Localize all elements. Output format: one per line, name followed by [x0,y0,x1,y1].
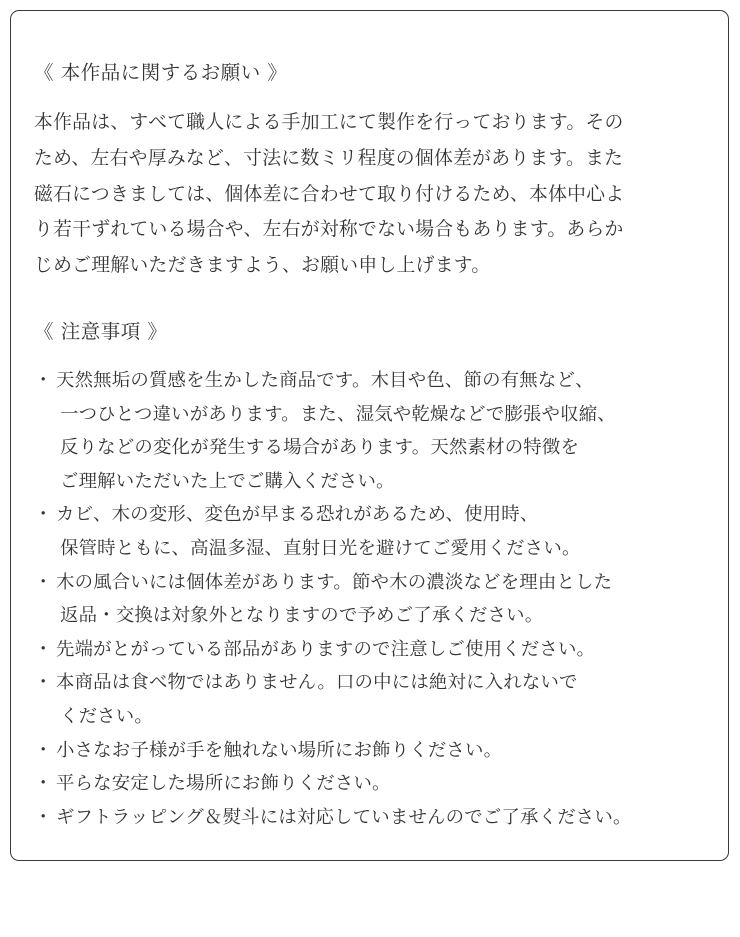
bullet-mark: ・ [34,739,53,761]
note-line: 保管時ともに、高温多湿、直射日光を避けてご愛用ください。 [60,537,581,559]
bullet-mark: ・ [34,571,53,593]
note-line [34,801,739,835]
note-item [34,767,739,801]
bullet-mark: ・ [34,672,53,694]
note-text: 小さなお子様が手を触れない場所にお飾りください。 [56,739,503,761]
notes-list [34,364,739,834]
bullet-mark: ・ [34,638,53,660]
note-line [34,666,739,700]
note-item [34,734,739,768]
note-line: ご理解いただいた上でご購入ください。 [60,470,395,492]
paragraph-line: 本作品は、すべて職人による手加工にて製作を行っております。その [34,112,624,133]
note-line [34,633,739,667]
paragraph-line: じめご理解いただきますよう、お願い申し上げます。 [34,255,491,277]
bullet-mark: ・ [34,773,53,795]
bullet-mark: ・ [34,370,53,391]
note-line [34,767,739,801]
notice-card [10,10,729,861]
paragraph-line: り若干ずれている場合や、左右が対称でない場合もあります。あらか [34,219,624,241]
note-text: 木の風合いには個体差があります。節や木の濃淡などを理由とした [56,571,613,593]
note-item [34,364,739,498]
note-line [34,364,739,398]
note-line: 反りなどの変化が発生する場合があります。天然素材の特徴を [60,437,580,459]
note-line: ください。 [60,705,153,727]
note-line [34,566,739,600]
note-text: ギフトラッピング＆熨斗には対応していませんのでご了承ください。 [56,806,632,828]
paragraph-line: ため、左右や厚みなど、寸法に数ミリ程度の個体差があります。また [34,147,624,169]
note-item [34,801,739,835]
paragraph-line: 磁石につきましては、個体差に合わせて取り付けるため、本体中心よ [34,183,625,205]
note-line [34,734,739,768]
note-text: 平らな安定した場所にお飾りください。 [56,773,391,795]
note-text: 本商品は食べ物ではありません。口の中には絶対に入れないで [56,672,578,694]
note-line: 返品・交換は対象外となりますので予めご了承ください。 [60,605,544,627]
bullet-mark: ・ [34,504,53,526]
bullet-mark: ・ [34,806,53,828]
note-line [34,498,739,532]
note-text: 先端がとがっている部品がありますので注意しご使用ください。 [56,638,596,660]
request-section-title: 《 本作品に関するお願い 》 [34,61,288,84]
note-item [34,666,739,733]
note-line: 一つひとつ違いがあります。また、湿気や乾燥などで膨張や収縮、 [60,403,616,425]
note-item [34,633,739,667]
note-text: 天然無垢の質感を生かした商品です。木目や色、節の有無など、 [56,370,594,391]
note-text: カビ、木の変形、変色が早まる恐れがあるため、使用時、 [56,504,539,526]
note-item [34,566,739,633]
request-paragraph [34,105,734,284]
note-item [34,498,739,565]
notes-section-title: 《 注意事項 》 [34,320,168,343]
